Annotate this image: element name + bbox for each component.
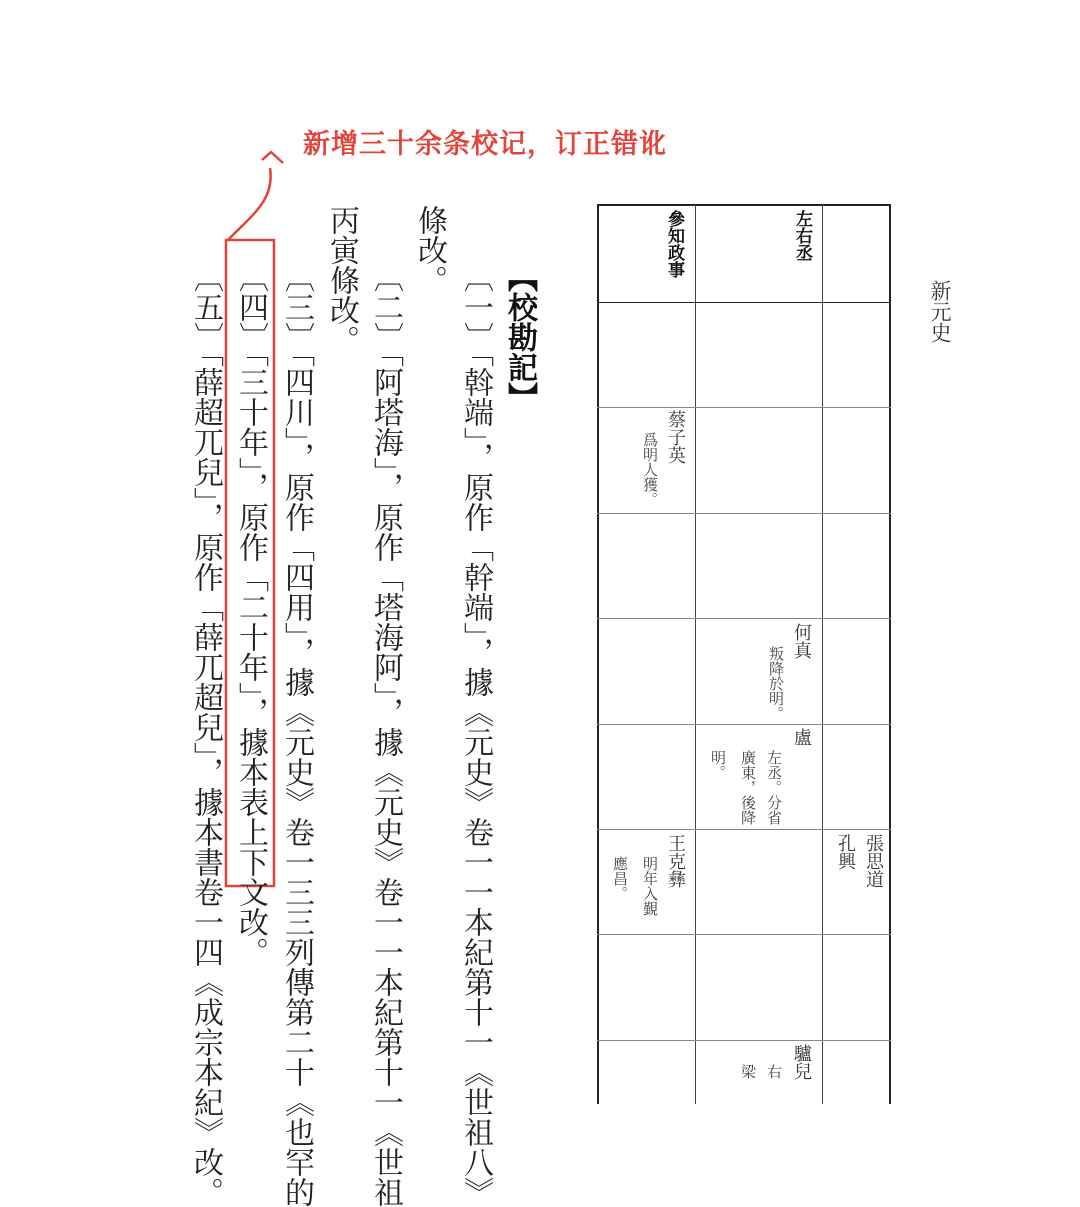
- cell-name: 王克彝: [665, 834, 686, 888]
- annotation-label: 新增三十余条校记，订正错讹: [303, 129, 667, 160]
- cell-note: 廣東，後降: [739, 750, 757, 825]
- table-column-divider: [695, 204, 696, 1104]
- cell-note: 梁: [739, 1064, 757, 1079]
- table-row-divider: [597, 1040, 891, 1041]
- collation-note-3: 〔三〕「四川」，原作「四用」，據《元史》卷一三三列傳第二十《也罕的: [279, 262, 314, 1207]
- cell-name: 何真: [791, 623, 812, 659]
- cell-name: 蔡子英: [665, 410, 686, 464]
- table-row-divider: [597, 407, 891, 408]
- header-zuoyou-cheng: 左右丞: [792, 210, 812, 261]
- annotation-arrow: [228, 168, 271, 240]
- cell-note: 明年入覲: [641, 856, 659, 916]
- cell-note: 應昌。: [611, 856, 629, 901]
- cell-note: 右: [765, 1064, 783, 1079]
- collation-note-4: 〔四〕「三十年」，原作「二十年」，據本表上下文改。: [233, 262, 268, 967]
- table-row-divider: [597, 618, 891, 619]
- cell-name: 盧: [791, 728, 812, 746]
- officials-table: [597, 204, 891, 1104]
- collation-note-1: 〔一〕「斡端」，原作「幹端」，據《元史》卷一一本紀第十一《世祖八》: [458, 262, 493, 1207]
- table-column-divider: [822, 204, 823, 1104]
- annotation-arrow-head: [262, 152, 283, 163]
- table-header-divider: [597, 302, 891, 303]
- table-row-divider: [597, 934, 891, 935]
- cell-name: 驢兒: [791, 1044, 812, 1080]
- header-canzhi-zhengshi: 參知政事: [664, 210, 684, 278]
- cell-note: 叛降於明。: [767, 646, 785, 721]
- continuation-line-2: 丙寅條改。: [324, 205, 359, 355]
- collation-heading: 【校勘記】: [502, 262, 537, 412]
- cell-note: 明。: [709, 750, 727, 780]
- continuation-line-1: 條改。: [412, 205, 447, 295]
- cell-name: 張思道: [863, 834, 884, 888]
- cell-note: 爲明人獲。: [641, 432, 659, 507]
- table-row-divider: [597, 513, 891, 514]
- page-title: 新元史: [928, 280, 952, 343]
- cell-note: 左丞。分省: [765, 750, 783, 825]
- collation-note-2: 〔二〕「阿塔海」，原作「塔海阿」，據《元史》卷一一本紀第十一《世祖: [368, 262, 403, 1207]
- collation-note-5: 〔五〕「薛超兀兒」，原作「薛兀超兒」，據本書卷一四《成宗本紀》改。: [188, 262, 223, 1207]
- cell-name: 孔興: [835, 834, 856, 870]
- table-row-divider: [597, 829, 891, 830]
- table-row-divider: [597, 724, 891, 725]
